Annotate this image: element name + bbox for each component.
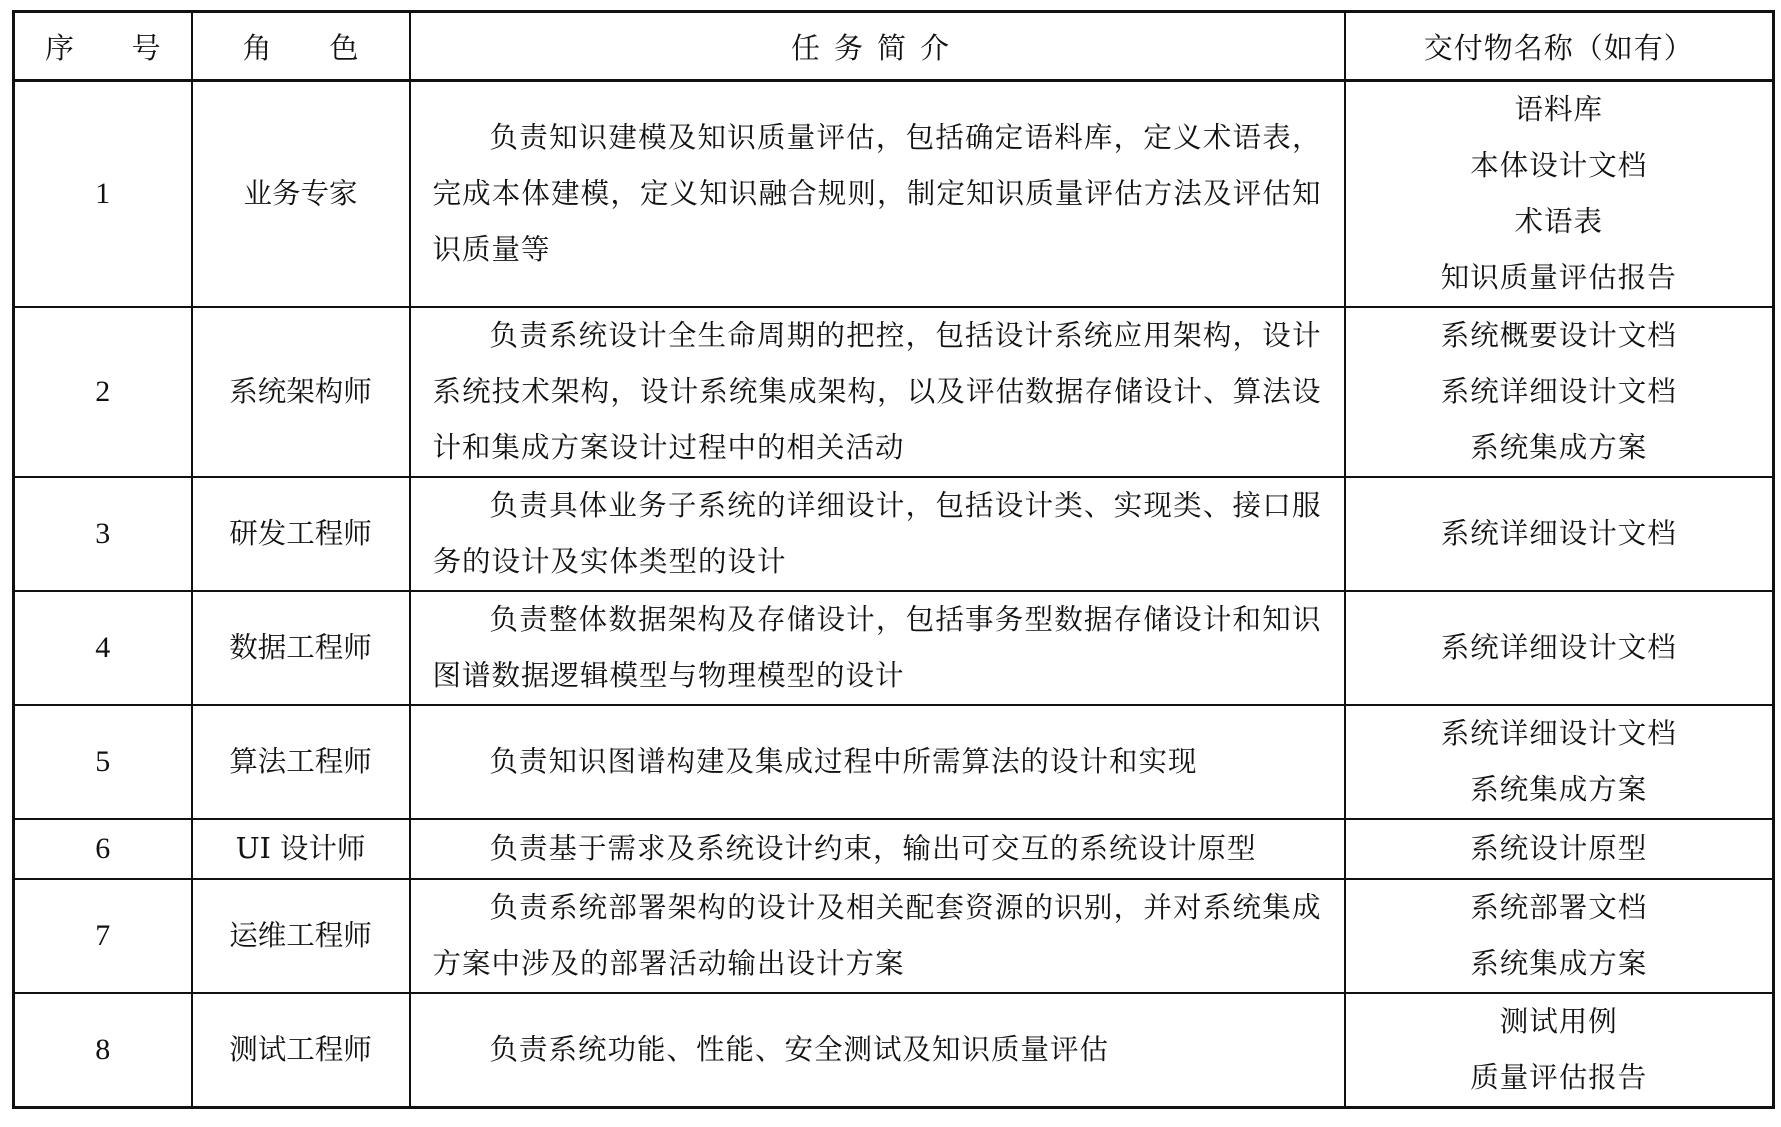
row-seq: 5 (14, 705, 192, 819)
row-seq: 3 (14, 477, 192, 591)
row-task (410, 81, 1345, 308)
row-task-text: 负责具体业务子系统的详细设计，包括设计类、实现类、接口服务的设计及实体类型的设计 (432, 489, 1322, 578)
header-role-char-1: 角 (242, 30, 272, 65)
row-role: 算法工程师 (192, 705, 410, 819)
row-task (410, 993, 1345, 1108)
row-deliverables (1345, 81, 1774, 308)
row-task (410, 307, 1345, 477)
row-deliverables (1345, 705, 1774, 819)
row-role: 数据工程师 (192, 591, 410, 705)
deliverable-item: 系统详细设计文档 (1440, 375, 1677, 408)
row-task (410, 705, 1345, 819)
deliverable-item: 系统设计原型 (1470, 832, 1648, 865)
deliverable-item: 质量评估报告 (1470, 1061, 1648, 1094)
roles-table-container (12, 10, 1772, 1109)
table-row (14, 477, 1774, 591)
row-task-text: 负责系统功能、性能、安全测试及知识质量评估 (489, 1033, 1110, 1066)
deliverable-item: 系统详细设计文档 (1440, 517, 1677, 550)
deliverable-item: 知识质量评估报告 (1440, 261, 1677, 294)
row-seq: 1 (14, 81, 192, 308)
row-task-text: 负责整体数据架构及存储设计，包括事务型数据存储设计和知识图谱数据逻辑模型与物理模型的设计 (432, 603, 1322, 692)
header-task (410, 12, 1345, 81)
table-row (14, 307, 1774, 477)
header-deliverable (1345, 12, 1774, 81)
row-role: 运维工程师 (192, 879, 410, 993)
deliverable-item: 系统部署文档 (1470, 891, 1648, 924)
row-deliverables (1345, 993, 1774, 1108)
row-deliverables (1345, 477, 1774, 591)
table-body (14, 81, 1774, 1108)
table-row (14, 819, 1774, 879)
header-task-label: 任务简介 (790, 30, 963, 65)
deliverable-item: 测试用例 (1499, 1005, 1618, 1038)
row-role: UI 设计师 (192, 819, 410, 879)
row-seq: 8 (14, 993, 192, 1108)
table-row (14, 591, 1774, 705)
table-row (14, 81, 1774, 308)
row-seq: 6 (14, 819, 192, 879)
row-deliverables (1345, 879, 1774, 993)
row-deliverables (1345, 819, 1774, 879)
roles-table (12, 10, 1775, 1109)
header-role-char-2: 色 (329, 30, 359, 65)
table-header-row (14, 12, 1774, 81)
header-seq-char-1: 序 (45, 30, 75, 65)
deliverable-item: 语料库 (1514, 93, 1603, 126)
row-deliverables (1345, 307, 1774, 477)
row-seq: 4 (14, 591, 192, 705)
deliverable-item: 系统集成方案 (1470, 947, 1648, 980)
row-task-text: 负责基于需求及系统设计约束，输出可交互的系统设计原型 (489, 832, 1257, 865)
deliverable-item: 系统详细设计文档 (1440, 631, 1677, 664)
deliverable-item: 系统集成方案 (1470, 431, 1648, 464)
row-task (410, 819, 1345, 879)
deliverable-item: 系统详细设计文档 (1440, 717, 1677, 750)
row-task-text: 负责系统部署架构的设计及相关配套资源的识别，并对系统集成方案中涉及的部署活动输出设计方案 (432, 891, 1322, 980)
table-row (14, 705, 1774, 819)
deliverable-item: 系统概要设计文档 (1440, 319, 1677, 352)
row-role: 测试工程师 (192, 993, 410, 1108)
row-seq: 2 (14, 307, 192, 477)
table-row (14, 993, 1774, 1108)
header-role (192, 12, 410, 81)
deliverable-item: 术语表 (1514, 205, 1603, 238)
row-role: 业务专家 (192, 81, 410, 308)
row-deliverables (1345, 591, 1774, 705)
deliverable-item: 本体设计文档 (1470, 149, 1648, 182)
row-task (410, 477, 1345, 591)
row-task-text: 负责知识建模及知识质量评估，包括确定语料库，定义术语表，完成本体建模，定义知识融合规则，制定知识质量评估方法及评估知识质量等 (432, 121, 1322, 266)
row-task-text: 负责知识图谱构建及集成过程中所需算法的设计和实现 (489, 745, 1198, 778)
row-role: 研发工程师 (192, 477, 410, 591)
table-row (14, 879, 1774, 993)
header-deliverable-label: 交付物名称（如有） (1423, 30, 1694, 65)
header-seq-char-2: 号 (131, 30, 161, 65)
row-task (410, 591, 1345, 705)
deliverable-item: 系统集成方案 (1470, 773, 1648, 806)
row-task (410, 879, 1345, 993)
row-task-text: 负责系统设计全生命周期的把控，包括设计系统应用架构，设计系统技术架构，设计系统集成架构，以及评估数据存储设计、算法设计和集成方案设计过程中的相关活动 (432, 319, 1322, 464)
header-seq (14, 12, 192, 81)
row-role: 系统架构师 (192, 307, 410, 477)
row-seq: 7 (14, 879, 192, 993)
